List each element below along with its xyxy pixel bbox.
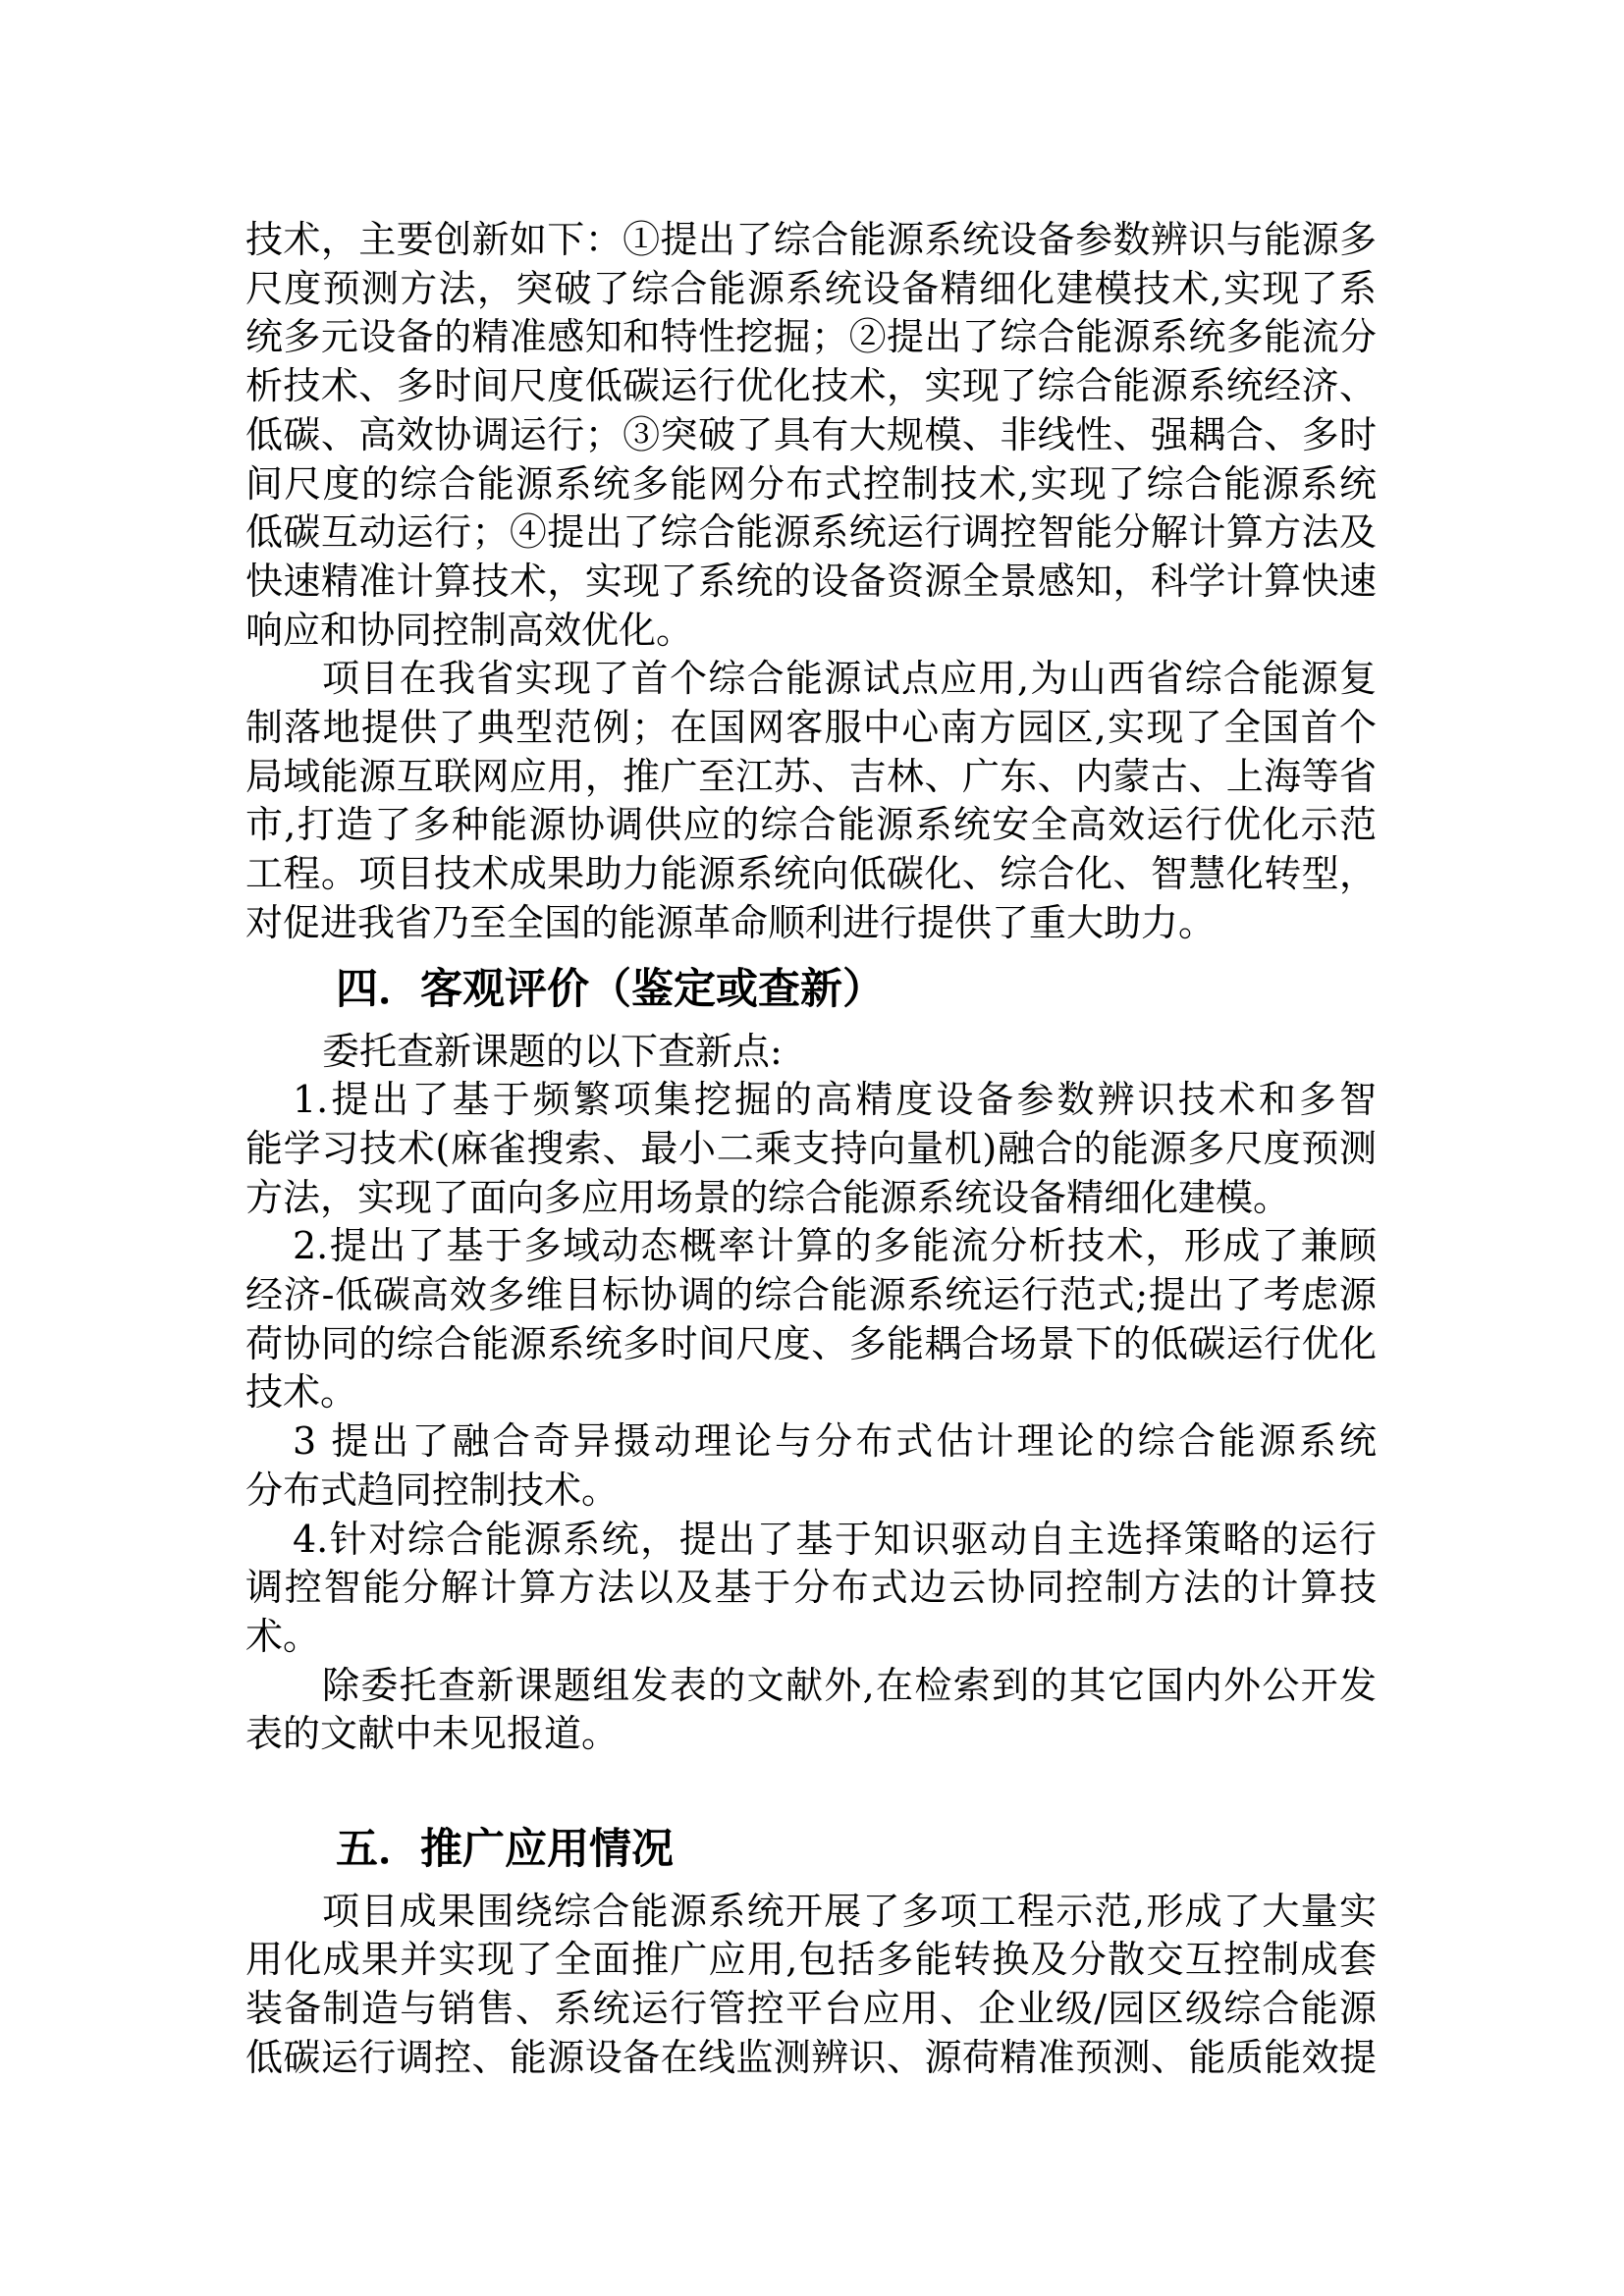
text-line: 调控智能分解计算方法以及基于分布式边云协同控制方法的计算技 xyxy=(245,1566,1377,1610)
document-content xyxy=(245,216,1377,2083)
section-heading-application-promotion: 五．推广应用情况 xyxy=(336,1825,674,1873)
text-line: 项目在我省实现了首个综合能源试点应用,为山西省综合能源复 xyxy=(322,657,1377,701)
paragraph-project-impact xyxy=(245,655,1377,947)
text-line: 委托查新课题的以下查新点: xyxy=(322,1029,783,1073)
text-line: 2.提出了基于多域动态概率计算的多能流分析技术，形成了兼顾 xyxy=(293,1224,1377,1268)
text-line: 经济-低碳高效多维目标协调的综合能源系统运行范式;提出了考虑源 xyxy=(245,1273,1377,1317)
text-line: 低碳、高效协调运行；③突破了具有大规模、非线性、强耦合、多时 xyxy=(245,412,1377,456)
text-line: 尺度预测方法，突破了综合能源系统设备精细化建模技术,实现了系 xyxy=(245,266,1377,310)
text-line: 项目成果围绕综合能源系统开展了多项工程示范,形成了大量实 xyxy=(322,1889,1377,1933)
text-line: 4.针对综合能源系统，提出了基于知识驱动自主选择策略的运行 xyxy=(293,1517,1377,1561)
section-application-promotion-body xyxy=(245,1888,1377,2083)
text-line: 快速精准计算技术，实现了系统的设备资源全景感知，科学计算快速 xyxy=(245,559,1377,603)
text-line: 技术，主要创新如下：①提出了综合能源系统设备参数辨识与能源多 xyxy=(245,218,1377,261)
text-line: 表的文献中未见报道。 xyxy=(245,1712,620,1756)
text-line: 分布式趋同控制技术。 xyxy=(245,1468,620,1512)
text-line: 市,打造了多种能源协调供应的综合能源系统安全高效运行优化示范 xyxy=(245,803,1377,847)
text-line: 低碳运行调控、能源设备在线监测辨识、源荷精准预测、能质能效提 xyxy=(245,2035,1377,2079)
text-line: 3 提出了融合奇异摄动理论与分布式估计理论的综合能源系统 xyxy=(293,1419,1377,1464)
text-line: 荷协同的综合能源系统多时间尺度、多能耦合场景下的低碳运行优化 xyxy=(245,1321,1377,1365)
text-line: 技术。 xyxy=(245,1370,358,1415)
text-line: 局域能源互联网应用，推广至江苏、吉林、广东、内蒙古、上海等省 xyxy=(245,754,1377,798)
text-line: 除委托查新课题组发表的文献外,在检索到的其它国内外公开发 xyxy=(322,1663,1377,1707)
text-line: 低碳互动运行；④提出了综合能源系统运行调控智能分解计算方法及 xyxy=(245,510,1377,555)
section-heading-objective-evaluation: 四．客观评价（鉴定或查新） xyxy=(336,965,885,1013)
text-line: 能学习技术(麻雀搜索、最小二乘支持向量机)融合的能源多尺度预测 xyxy=(245,1126,1377,1170)
section-objective-evaluation-body xyxy=(245,1028,1377,1808)
text-line: 对促进我省乃至全国的能源革命顺利进行提供了重大助力。 xyxy=(245,900,1217,944)
text-line: 装备制造与销售、系统运行管控平台应用、企业级/园区级综合能源 xyxy=(245,1987,1377,2031)
text-line: 析技术、多时间尺度低碳运行优化技术，实现了综合能源系统经济、 xyxy=(245,364,1377,408)
text-line: 间尺度的综合能源系统多能网分布式控制技术,实现了综合能源系统 xyxy=(245,461,1377,506)
paragraph-innovations-continued xyxy=(245,216,1377,655)
text-line: 制落地提供了典型范例；在国网客服中心南方园区,实现了全国首个 xyxy=(245,706,1377,750)
text-line: 术。 xyxy=(245,1614,321,1658)
text-line: 用化成果并实现了全面推广应用,包括多能转换及分散交互控制成套 xyxy=(245,1938,1377,1982)
text-line xyxy=(245,1759,1377,1808)
text-line: 方法，实现了面向多应用场景的综合能源系统设备精细化建模。 xyxy=(245,1175,1291,1219)
text-line: 1.提出了基于频繁项集挖掘的高精度设备参数辨识技术和多智 xyxy=(293,1078,1377,1122)
text-line: 工程。项目技术成果助力能源系统向低碳化、综合化、智慧化转型， xyxy=(245,852,1377,896)
text-line: 统多元设备的精准感知和特性挖掘；②提出了综合能源系统多能流分 xyxy=(245,315,1377,359)
text-line: 响应和协同控制高效优化。 xyxy=(245,608,694,652)
